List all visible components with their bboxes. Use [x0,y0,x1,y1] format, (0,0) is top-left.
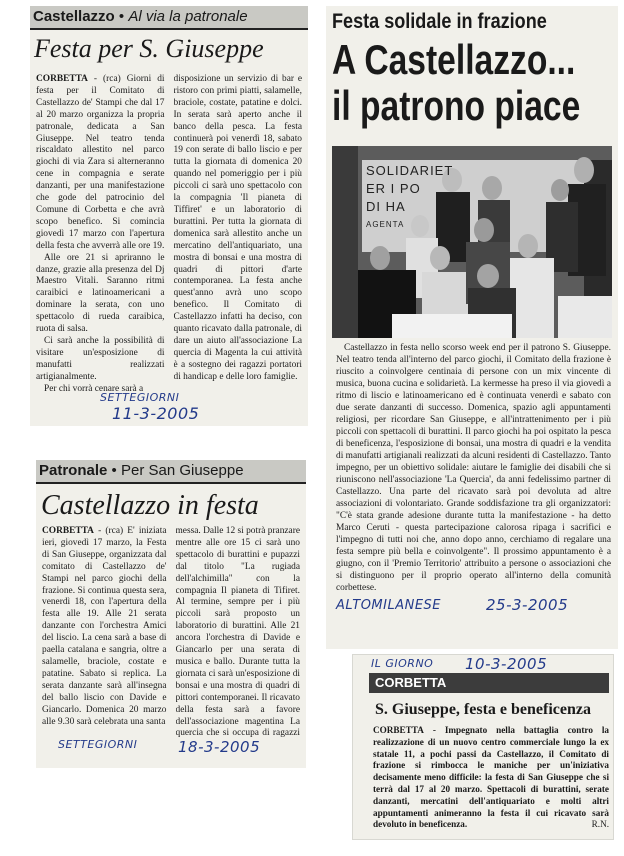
handwritten-date: 25-3-2005 [486,596,569,614]
section-bar [369,673,609,693]
article-clip-a-castellazzo [326,6,618,649]
article-clip-s-giuseppe-festa-e-beneficenza [352,654,614,840]
headline-line-1: A Castellazzo... [332,36,576,83]
handwritten-paper-name: SETTEGIORNI [58,738,138,751]
handwritten-date: 10-3-2005 [465,655,548,673]
handwritten-date: 11-3-2005 [112,404,200,423]
article-body [373,725,609,831]
body-text: - Impegnato nella battaglia contro la realizzazione di un nuovo centro commerciale lungo la ex statale 11, a pochi passi da Castellazzo, il Comitato di frazione si rimbocca le maniche per un'iniziativa decisamente meno difficile: la festa di San Giuseppe che si terrà dal 17 al 20 marzo. Spettacoli di burattini, serate danzanti, mercatini dell'antiquariato e molti altri appuntamenti animeranno la festa il cui ricavato sarà devoluto in beneficenza. [373,725,610,830]
banner-line: ER I PO [366,181,421,196]
section-label: CORBETTA [375,675,447,690]
signature: R.N. [591,819,609,830]
column-2 [174,74,303,392]
headline: S. Giuseppe, festa e beneficenza [375,701,591,718]
handwritten-date: 18-3-2005 [178,738,261,756]
article-body: Castellazzo in festa nello scorso week end per il patrono S. Giuseppe. Nel teatro tenda all'interno del parco giochi, il Comitato della frazione è riuscito a coinvolgere centinaia di persone con un mix vincente di musica, buona cucina e solidarietà. La kermesse ha preso il via giovedì a ritmo di liscio e latinoamericano ed è continuata venerdì e sabato con due serate danzanti di successo. Domenica, spazio agli appuntamenti religiosi, per ricordare San Giuseppe, e all'intrattenimento per i più piccoli con spettacoli di burattini. Il parco giochi ha poi ospitato la pesca di beneficenza, l'esposizione di bonsai, una mostra di quadri e la vendita di manufatti artigianali realizzati da alcuni residenti di Castellazzo. Tanto impegno, per un obiettivo solidale: aiutare le famiglie dei disabili che si riuniscono nell'associazione 'La Quercia', da anni fedelissimo partner di Castellazzo. Una parte del ricavato sarà poi devoluta ad altre associazioni di volontariato. Grande soddisfazione tra gli organizzatori: "C'è stata grande adesione durante tutta la manifestazione - ha detto Marco Ceruti - questa partecipazione calorosa ripaga i sacrifici e l'impegno di tutti noi che, anno dopo anno, cerchiamo di regalare una festa sempre più bella e coinvolgente". Il prossimo appuntamento è a giugno, con il 'Premio Territorio' attribuito a persone o associazioni che si distinguono per il proprio operato all'interno della comunità corbettese. [336,343,611,593]
column-text: - (rca) Giorni di festa per il Comitato di Castellazzo de' Stampi che dal 17 al 20 marzo organizza la propria patronale, dedicata a San Giuseppe. Nel teatro tenda riscaldato allestito nel parco giochi di via Zara si alterneranno cene in compagnia e serate danzanti, per una manifestazione che gode del patrocinio del Comune di Corbetta e che avrà scopo benefico. Si comincia giovedì 17 marzo con l'apertura della festa che avverrà alle ore 19. [36,74,165,251]
kicker [33,8,248,25]
paragraph: Per chi vorrà cenare sarà a [44,383,144,392]
kicker [39,462,244,479]
banner-line: AGENTA [366,220,405,229]
handwritten-paper-name: ALTOMILANESE [336,598,442,613]
article-body [42,526,300,740]
paragraph [36,74,165,253]
headline-line-2: il patrono piace [332,82,581,129]
kicker: Festa solidale in frazione [332,10,547,33]
kicker-place: Castellazzo [33,8,115,25]
article-clip-castellazzo-in-festa [36,460,306,768]
paragraph: disposizione un servizio di bar e ristoro con primi piatti, salamelle, braciole, costate, patatine e dolci. In serata sarà aperto anche il banco della pesca. La festa continuerà poi venerdì 18, sabato 19 con serate di ballo liscio e per tutta la giornata di domenica 20 quando nel pomeriggio per i più piccoli ci sarà uno spettacolo con la compagnia 'Il pianeta di Tiffiret' e un laboratorio di burattini. Per tutta la giornata di domenica sarà allestito anche un mercatino dell'antiquariato, una mostra di bonsai e una mostra di quadri di pittori d'arte contemporanea. La festa anche quest'anno avrà uno scopo benefico. Il Comitato di Castellazzo infatti ha deciso, con quanto ricavato dalla patronale, di dare un aiuto all'associazione La quercia di Magenta la cui attività è a sostegno dei ragazzi portatori di handicap e delle loro famiglie. [173,74,302,382]
column-2 [176,526,301,740]
byline: CORBETTA [36,74,88,84]
column-1 [36,74,165,392]
handwritten-paper-name: SETTEGIORNI [100,391,180,404]
kicker-bullet: • [118,8,125,25]
paragraph: Ci sarà anche la possibilità di visitare un'esposizione di manufatti realizzati artigianalmente. [36,335,165,382]
paragraph: Alle ore 21 si apriranno le danze, grazie alla presenza del Dj Maestro Vitali. Saranno ritmi caraibici e latinoamericani a dominare la serata, con uno spettacolo di rueda caraibica, ruota di salsa. [36,252,165,335]
kicker-topic: Al via la patronale [128,8,248,25]
kicker-topic: Per San Giuseppe [120,462,244,479]
column-text: - (rca) E' iniziata ieri, giovedì 17 marzo, la Festa di San Giuseppe, organizzata dal comitato di Castellazzo de' Stampi nel parco giochi della frazione. Si continua questa sera, venerdì 18, con l'apertura della festa alle 19. Alle 21 serata danzante con l'orchestra Amici del liscio. La cena sarà a base di paella catalana e sangria, oltre a salamelle, braciole, costate e patatine. Sabato si replica. La serata danzante sarà all'insegna del ballo liscio con Davide e Giancarlo. Domenica 20 marzo alle 9.30 sarà celebrata una santa [42,526,167,727]
article-clip-festa-per-s-giuseppe [30,6,308,426]
banner-text [366,162,453,234]
byline: CORBETTA [373,725,424,735]
banner-line: DI HA [366,199,406,214]
paragraph: messa. Dalle 12 si potrà pranzare mentre alle ore 15 ci sarà uno spettacolo di burattini e pupazzi dal titolo "La rugiada dell'alchimilla" con la compagnia Il pianeta di Tifiret. Al termine, sempre per i più piccoli sarà proposto un laboratorio di burattini. Alle 21 ancora l'orchestra di Davide e Giancarlo per una serata di musica e ballo. Durante tutta la giornata ci sarà un'esposizione di bonsai e una mostra di quadri di pittori contemporanei. Il ricavato della festa sarà a favore dell'associazione magentina La quercia che si occupa di ragazzi [175,526,300,739]
article-body [36,74,302,392]
banner-line: SOLIDARIET [366,163,454,178]
headline: Festa per S. Giuseppe [34,34,264,63]
paragraph [42,526,167,728]
group-photo [332,146,612,338]
kicker-bullet: • [111,462,117,479]
column-1 [42,526,167,740]
kicker-place: Patronale [39,462,108,479]
handwritten-paper-name: IL GIORNO [371,657,434,670]
headline: Castellazzo in festa [41,490,259,521]
byline: CORBETTA [42,526,94,536]
